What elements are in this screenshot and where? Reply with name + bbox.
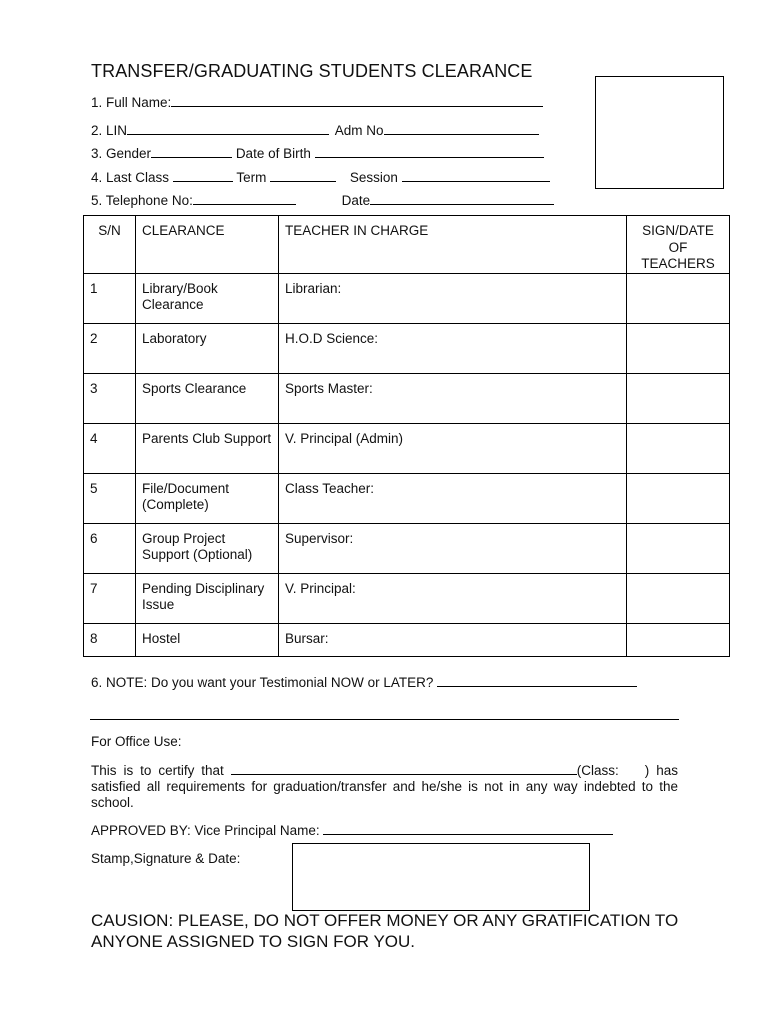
row-sn: 4: [84, 423, 136, 473]
row-teacher: V. Principal:: [279, 573, 627, 623]
approved-by-label: APPROVED BY: Vice Principal Name:: [91, 823, 320, 838]
gender-field[interactable]: [151, 145, 232, 158]
full-name-label: 1. Full Name:: [91, 95, 172, 110]
testimonial-note: 6. NOTE: Do you want your Testimonial NOW or LATER?: [91, 675, 434, 690]
row-sn: 5: [84, 473, 136, 523]
class-field[interactable]: [619, 763, 645, 775]
full-name-line: [91, 94, 543, 110]
clearance-table: [83, 215, 730, 657]
last-class-field[interactable]: [173, 169, 233, 182]
header-sign-date: SIGN/DATE OF TEACHERS: [627, 216, 730, 274]
row-clearance: Sports Clearance: [136, 373, 279, 423]
row-teacher: Supervisor:: [279, 523, 627, 573]
row-sn: 8: [84, 623, 136, 656]
session-field[interactable]: [402, 169, 550, 182]
table-row: [84, 573, 730, 623]
row-clearance: Laboratory: [136, 323, 279, 373]
certify-paragraph: [91, 762, 678, 811]
form-title: TRANSFER/GRADUATING STUDENTS CLEARANCE: [91, 61, 533, 81]
testimonial-answer-field[interactable]: [437, 674, 637, 687]
table-row: [84, 373, 730, 423]
row-sn: 7: [84, 573, 136, 623]
certify-start: This is to certify that: [91, 763, 224, 778]
row-sn: 3: [84, 373, 136, 423]
row-clearance: Library/Book Clearance: [136, 273, 279, 323]
dob-field[interactable]: [315, 145, 544, 158]
vice-principal-name-field[interactable]: [323, 822, 613, 835]
row-clearance: Parents Club Support: [136, 423, 279, 473]
table-row: [84, 623, 730, 656]
date-label: Date: [341, 193, 371, 208]
telephone-field[interactable]: [193, 192, 296, 205]
adm-no-label: Adm No: [334, 123, 384, 138]
class-close: ): [644, 763, 650, 778]
stamp-label: Stamp,Signature & Date:: [91, 851, 241, 866]
row-sign-cell[interactable]: [627, 273, 730, 323]
adm-no-field[interactable]: [384, 122, 539, 135]
row-teacher: Bursar:: [279, 623, 627, 656]
testimonial-note-line: [91, 674, 637, 690]
row-sn: 2: [84, 323, 136, 373]
term-field[interactable]: [270, 169, 336, 182]
row-clearance: Group Project Support (Optional): [136, 523, 279, 573]
section-divider: [90, 719, 679, 720]
row-teacher: Sports Master:: [279, 373, 627, 423]
header-clearance: CLEARANCE: [136, 216, 279, 274]
row-sign-cell[interactable]: [627, 623, 730, 656]
dob-label: Date of Birth: [235, 146, 311, 161]
row-sn: 6: [84, 523, 136, 573]
table-row: [84, 423, 730, 473]
telephone-label: 5. Telephone No:: [91, 193, 193, 208]
header-teacher: TEACHER IN CHARGE: [279, 216, 627, 274]
class-label: (Class:: [576, 763, 619, 778]
lin-field[interactable]: [127, 122, 329, 135]
table-row: [84, 473, 730, 523]
last-class-line: [91, 169, 550, 185]
office-use-heading: For Office Use:: [91, 734, 182, 749]
row-teacher: V. Principal (Admin): [279, 423, 627, 473]
approved-by-line: [91, 822, 613, 838]
row-sign-cell[interactable]: [627, 473, 730, 523]
lin-label: 2. LIN: [91, 123, 128, 138]
row-sn: 1: [84, 273, 136, 323]
row-clearance: Hostel: [136, 623, 279, 656]
row-clearance: File/Document (Complete): [136, 473, 279, 523]
row-clearance: Pending Disciplinary Issue: [136, 573, 279, 623]
table-row: [84, 273, 730, 323]
gender-label: 3. Gender: [91, 146, 152, 161]
session-label: Session: [349, 170, 398, 185]
last-class-label: 4. Last Class: [91, 170, 170, 185]
gender-line: [91, 145, 544, 161]
row-teacher: H.O.D Science:: [279, 323, 627, 373]
stamp-signature-box[interactable]: [292, 843, 590, 911]
row-sign-cell[interactable]: [627, 523, 730, 573]
row-teacher: Librarian:: [279, 273, 627, 323]
table-row: [84, 323, 730, 373]
table-row: [84, 523, 730, 573]
row-teacher: Class Teacher:: [279, 473, 627, 523]
row-sign-cell[interactable]: [627, 373, 730, 423]
certify-rest: has satisfied all requirements for graduation/transfer and he/she is not in any way indebted to the school.: [91, 763, 678, 810]
table-header-row: [84, 216, 730, 274]
date-field[interactable]: [370, 192, 554, 205]
row-sign-cell[interactable]: [627, 573, 730, 623]
caution-notice: CAUSION: PLEASE, DO NOT OFFER MONEY OR ANY GRATIFICATION TO ANYONE ASSIGNED TO SIGN FOR YOU.: [91, 911, 679, 951]
header-sn: S/N: [84, 216, 136, 274]
telephone-line: [91, 192, 554, 208]
row-sign-cell[interactable]: [627, 423, 730, 473]
full-name-field[interactable]: [171, 94, 543, 107]
certify-name-field[interactable]: [231, 762, 577, 775]
term-label: Term: [236, 170, 267, 185]
row-sign-cell[interactable]: [627, 323, 730, 373]
passport-photo-box: [595, 76, 724, 189]
lin-line: [91, 122, 539, 138]
